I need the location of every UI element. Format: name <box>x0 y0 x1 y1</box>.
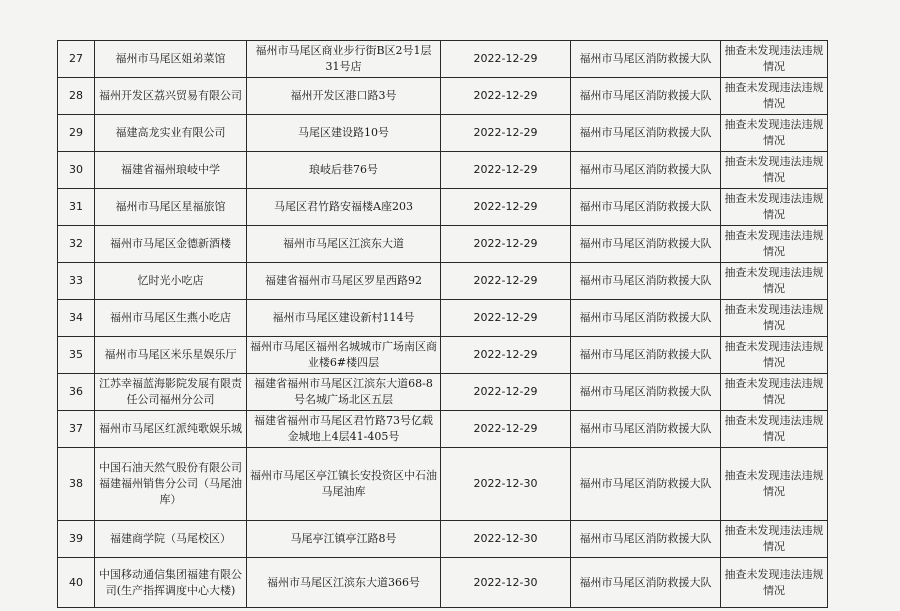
row-number-cell: 31 <box>58 189 95 226</box>
table-row <box>58 448 828 521</box>
table-row <box>58 558 828 608</box>
unit-address-cell: 福州市马尾区亭江镇长安投资区中石油马尾油库 <box>247 448 441 521</box>
unit-name-cell: 福州市马尾区生燕小吃店 <box>95 300 247 337</box>
unit-address-cell: 福州市马尾区商业步行街B区2号1层31号店 <box>247 41 441 78</box>
unit-name-cell: 江苏幸福蓝海影院发展有限责任公司福州分公司 <box>95 374 247 411</box>
table-row <box>58 78 828 115</box>
unit-address-cell: 马尾亭江镇亭江路8号 <box>247 521 441 558</box>
inspection-date-cell: 2022-12-29 <box>441 78 571 115</box>
row-number-cell: 27 <box>58 41 95 78</box>
table-row <box>58 521 828 558</box>
inspecting-department-cell: 福州市马尾区消防救援大队 <box>571 448 721 521</box>
inspecting-department-cell: 福州市马尾区消防救援大队 <box>571 337 721 374</box>
row-number-cell: 29 <box>58 115 95 152</box>
unit-name-cell: 福建商学院（马尾校区） <box>95 521 247 558</box>
unit-name-cell: 忆时光小吃店 <box>95 263 247 300</box>
inspection-result-cell: 抽查未发现违法违规情况 <box>721 411 828 448</box>
inspection-date-cell: 2022-12-29 <box>441 374 571 411</box>
inspecting-department-cell: 福州市马尾区消防救援大队 <box>571 263 721 300</box>
inspection-date-cell: 2022-12-29 <box>441 300 571 337</box>
row-number-cell: 40 <box>58 558 95 608</box>
inspection-date-cell: 2022-12-30 <box>441 521 571 558</box>
row-number-cell: 30 <box>58 152 95 189</box>
row-number-cell: 33 <box>58 263 95 300</box>
inspection-result-cell: 抽查未发现违法违规情况 <box>721 337 828 374</box>
row-number-cell: 39 <box>58 521 95 558</box>
unit-address-cell: 福州市马尾区江滨东大道366号 <box>247 558 441 608</box>
unit-name-cell: 福州市马尾区红派纯歌娱乐城 <box>95 411 247 448</box>
inspection-result-cell: 抽查未发现违法违规情况 <box>721 263 828 300</box>
unit-address-cell: 福州开发区港口路3号 <box>247 78 441 115</box>
inspection-result-cell: 抽查未发现违法违规情况 <box>721 41 828 78</box>
inspection-date-cell: 2022-12-30 <box>441 448 571 521</box>
table-row <box>58 189 828 226</box>
inspecting-department-cell: 福州市马尾区消防救援大队 <box>571 115 721 152</box>
inspection-result-cell: 抽查未发现违法违规情况 <box>721 521 828 558</box>
inspection-date-cell: 2022-12-29 <box>441 189 571 226</box>
unit-name-cell: 福州市马尾区姐弟菜馆 <box>95 41 247 78</box>
inspecting-department-cell: 福州市马尾区消防救援大队 <box>571 558 721 608</box>
table-row <box>58 226 828 263</box>
inspection-date-cell: 2022-12-29 <box>441 115 571 152</box>
table-body <box>58 41 828 608</box>
unit-name-cell: 中国移动通信集团福建有限公司(生产指挥调度中心大楼) <box>95 558 247 608</box>
table-row <box>58 115 828 152</box>
row-number-cell: 37 <box>58 411 95 448</box>
inspecting-department-cell: 福州市马尾区消防救援大队 <box>571 521 721 558</box>
inspection-result-cell: 抽查未发现违法违规情况 <box>721 448 828 521</box>
inspection-date-cell: 2022-12-29 <box>441 226 571 263</box>
unit-address-cell: 琅岐后巷76号 <box>247 152 441 189</box>
inspecting-department-cell: 福州市马尾区消防救援大队 <box>571 300 721 337</box>
inspecting-department-cell: 福州市马尾区消防救援大队 <box>571 411 721 448</box>
inspection-result-cell: 抽查未发现违法违规情况 <box>721 226 828 263</box>
unit-address-cell: 马尾区君竹路安福楼A座203 <box>247 189 441 226</box>
row-number-cell: 34 <box>58 300 95 337</box>
unit-name-cell: 福建高龙实业有限公司 <box>95 115 247 152</box>
unit-address-cell: 福州市马尾区建设新村114号 <box>247 300 441 337</box>
inspection-result-cell: 抽查未发现违法违规情况 <box>721 78 828 115</box>
row-number-cell: 32 <box>58 226 95 263</box>
table-row <box>58 337 828 374</box>
unit-address-cell: 福州市马尾区福州名城城市广场南区商业楼6#楼四层 <box>247 337 441 374</box>
table-row <box>58 374 828 411</box>
inspection-date-cell: 2022-12-29 <box>441 411 571 448</box>
unit-address-cell: 福建省福州市马尾区江滨东大道68-8号名城广场北区五层 <box>247 374 441 411</box>
inspection-date-cell: 2022-12-29 <box>441 263 571 300</box>
inspection-date-cell: 2022-12-29 <box>441 41 571 78</box>
unit-address-cell: 福建省福州市马尾区罗星西路92 <box>247 263 441 300</box>
row-number-cell: 38 <box>58 448 95 521</box>
row-number-cell: 35 <box>58 337 95 374</box>
table-row <box>58 152 828 189</box>
table-row <box>58 411 828 448</box>
unit-name-cell: 福建省福州琅岐中学 <box>95 152 247 189</box>
inspection-result-cell: 抽查未发现违法违规情况 <box>721 300 828 337</box>
inspecting-department-cell: 福州市马尾区消防救援大队 <box>571 152 721 189</box>
inspection-date-cell: 2022-12-29 <box>441 337 571 374</box>
inspection-date-cell: 2022-12-30 <box>441 558 571 608</box>
inspection-result-cell: 抽查未发现违法违规情况 <box>721 558 828 608</box>
table-row <box>58 300 828 337</box>
row-number-cell: 36 <box>58 374 95 411</box>
unit-name-cell: 中国石油天然气股份有限公司福建福州销售分公司（马尾油库） <box>95 448 247 521</box>
inspection-result-cell: 抽查未发现违法违规情况 <box>721 189 828 226</box>
inspection-result-cell: 抽查未发现违法违规情况 <box>721 374 828 411</box>
row-number-cell: 28 <box>58 78 95 115</box>
inspecting-department-cell: 福州市马尾区消防救援大队 <box>571 374 721 411</box>
table-row <box>58 263 828 300</box>
inspection-result-cell: 抽查未发现违法违规情况 <box>721 152 828 189</box>
table-row <box>58 41 828 78</box>
inspection-result-cell: 抽查未发现违法违规情况 <box>721 115 828 152</box>
inspecting-department-cell: 福州市马尾区消防救援大队 <box>571 189 721 226</box>
inspection-date-cell: 2022-12-29 <box>441 152 571 189</box>
inspecting-department-cell: 福州市马尾区消防救援大队 <box>571 226 721 263</box>
inspecting-department-cell: 福州市马尾区消防救援大队 <box>571 41 721 78</box>
inspecting-department-cell: 福州市马尾区消防救援大队 <box>571 78 721 115</box>
unit-name-cell: 福州市马尾区星福旅馆 <box>95 189 247 226</box>
unit-address-cell: 福建省福州市马尾区君竹路73号亿载金城地上4层41-405号 <box>247 411 441 448</box>
unit-address-cell: 福州市马尾区江滨东大道 <box>247 226 441 263</box>
unit-name-cell: 福州开发区荔兴贸易有限公司 <box>95 78 247 115</box>
unit-address-cell: 马尾区建设路10号 <box>247 115 441 152</box>
inspection-table <box>57 40 828 608</box>
unit-name-cell: 福州市马尾区金德新酒楼 <box>95 226 247 263</box>
unit-name-cell: 福州市马尾区米乐星娱乐厅 <box>95 337 247 374</box>
